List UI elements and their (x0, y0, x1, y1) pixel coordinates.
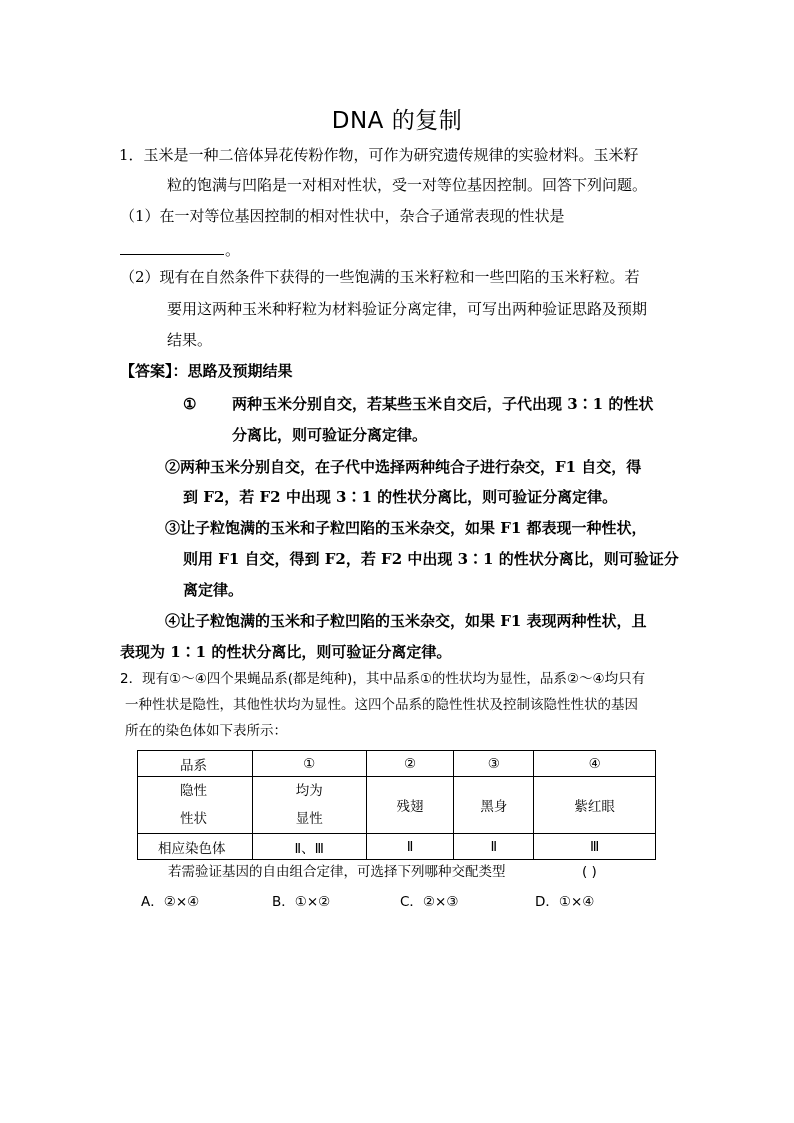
table-header-cell: ① (252, 751, 366, 777)
answer-3-line-2: 则用 F1 自交，得到 F2，若 F2 中出现 3∶1 的性状分离比，则可验证分 (183, 550, 679, 568)
table-header-row (138, 751, 656, 777)
option-b[interactable]: B．①×② (272, 894, 331, 910)
answer-3-line-1: ③让子粒饱满的玉米和子粒凹陷的玉米杂交，如果 F1 都表现一种性状， (165, 519, 647, 537)
table-cell: Ⅱ (454, 834, 534, 860)
q2-question: 若需验证基因的自由组合定律，可选择下列哪种交配类型 (168, 864, 506, 880)
answer-2-line-1: ②两种玉米分别自交，在子代中选择两种纯合子进行杂交，F1 自交，得 (165, 458, 642, 476)
q1-sub2-line-1: （2）现有在自然条件下获得的一些饱满的玉米籽粒和一些凹陷的玉米籽粒。若 (120, 268, 640, 286)
strain-table (137, 750, 656, 860)
q1-stem-line-1: 1．玉米是一种二倍体异花传粉作物，可作为研究遗传规律的实验材料。玉米籽 (119, 146, 639, 164)
q2-stem-line-1: 2．现有①～④四个果蝇品系(都是纯种)，其中品系①的性状均为显性，品系②～④均只有 (120, 671, 646, 687)
answer-4-line-2: 表现为 1∶1 的性状分离比，则可验证分离定律。 (120, 643, 452, 661)
answer-2-line-2: 到 F2，若 F2 中出现 3∶1 的性状分离比，则可验证分离定律。 (183, 488, 618, 506)
q2-stem-line-3: 所在的染色体如下表所示： (125, 723, 287, 739)
option-a[interactable]: A．②×④ (141, 894, 200, 910)
answer-label: 【答案】：思路及预期结果 (120, 362, 293, 380)
table-header-cell: ④ (534, 751, 656, 777)
answer-4-line-1: ④让子粒饱满的玉米和子粒凹陷的玉米杂交，如果 F1 表现两种性状，且 (165, 612, 647, 630)
table-cell: Ⅲ (534, 834, 656, 860)
table-row (138, 834, 656, 860)
answer-3-line-3: 离定律。 (183, 581, 244, 599)
table-row (138, 777, 656, 834)
row-label-line: 性状 (180, 811, 207, 827)
table-header-cell: ③ (454, 751, 534, 777)
q1-sub2-line-3: 结果。 (167, 331, 213, 349)
answer-bracket[interactable]: ( ) (582, 864, 597, 880)
table-cell: 黑身 (454, 777, 534, 834)
answer-1-line-2: 分离比，则可验证分离定律。 (232, 426, 428, 444)
row-label-line: 隐性 (180, 783, 207, 799)
answer-1-number: ① (183, 395, 197, 413)
q2-stem-line-2: 一种性状是隐性，其他性状均为显性。这四个品系的隐性性状及控制该隐性性状的基因 (125, 697, 638, 713)
table-cell: 残翅 (366, 777, 454, 834)
table-cell (252, 777, 366, 834)
q1-sub1-end: 。 (225, 241, 241, 259)
table-cell (138, 777, 253, 834)
table-cell: Ⅱ (366, 834, 454, 860)
page-title: DNA 的复制 (331, 108, 463, 134)
table-header-cell: 品系 (138, 751, 253, 777)
q1-stem-line-2: 粒的饱满与凹陷是一对相对性状，受一对等位基因控制。回答下列问题。 (167, 176, 648, 194)
answer-1-line-1: 两种玉米分别自交，若某些玉米自交后，子代出现 3∶1 的性状 (232, 395, 654, 413)
table-cell: 紫红眼 (534, 777, 656, 834)
cell-line: 显性 (295, 811, 323, 827)
table-cell: Ⅱ、Ⅲ (252, 834, 366, 860)
table-cell: 相应染色体 (138, 834, 253, 860)
option-c[interactable]: C．②×③ (400, 894, 459, 910)
cell-line: 均为 (295, 783, 323, 799)
q1-sub1: （1）在一对等位基因控制的相对性状中，杂合子通常表现的性状是 (120, 207, 565, 225)
q1-sub2-line-2: 要用这两种玉米种籽粒为材料验证分离定律，可写出两种验证思路及预期 (167, 300, 648, 318)
answer-blank[interactable] (120, 253, 224, 255)
table-header-cell: ② (366, 751, 454, 777)
option-d[interactable]: D．①×④ (535, 894, 595, 910)
